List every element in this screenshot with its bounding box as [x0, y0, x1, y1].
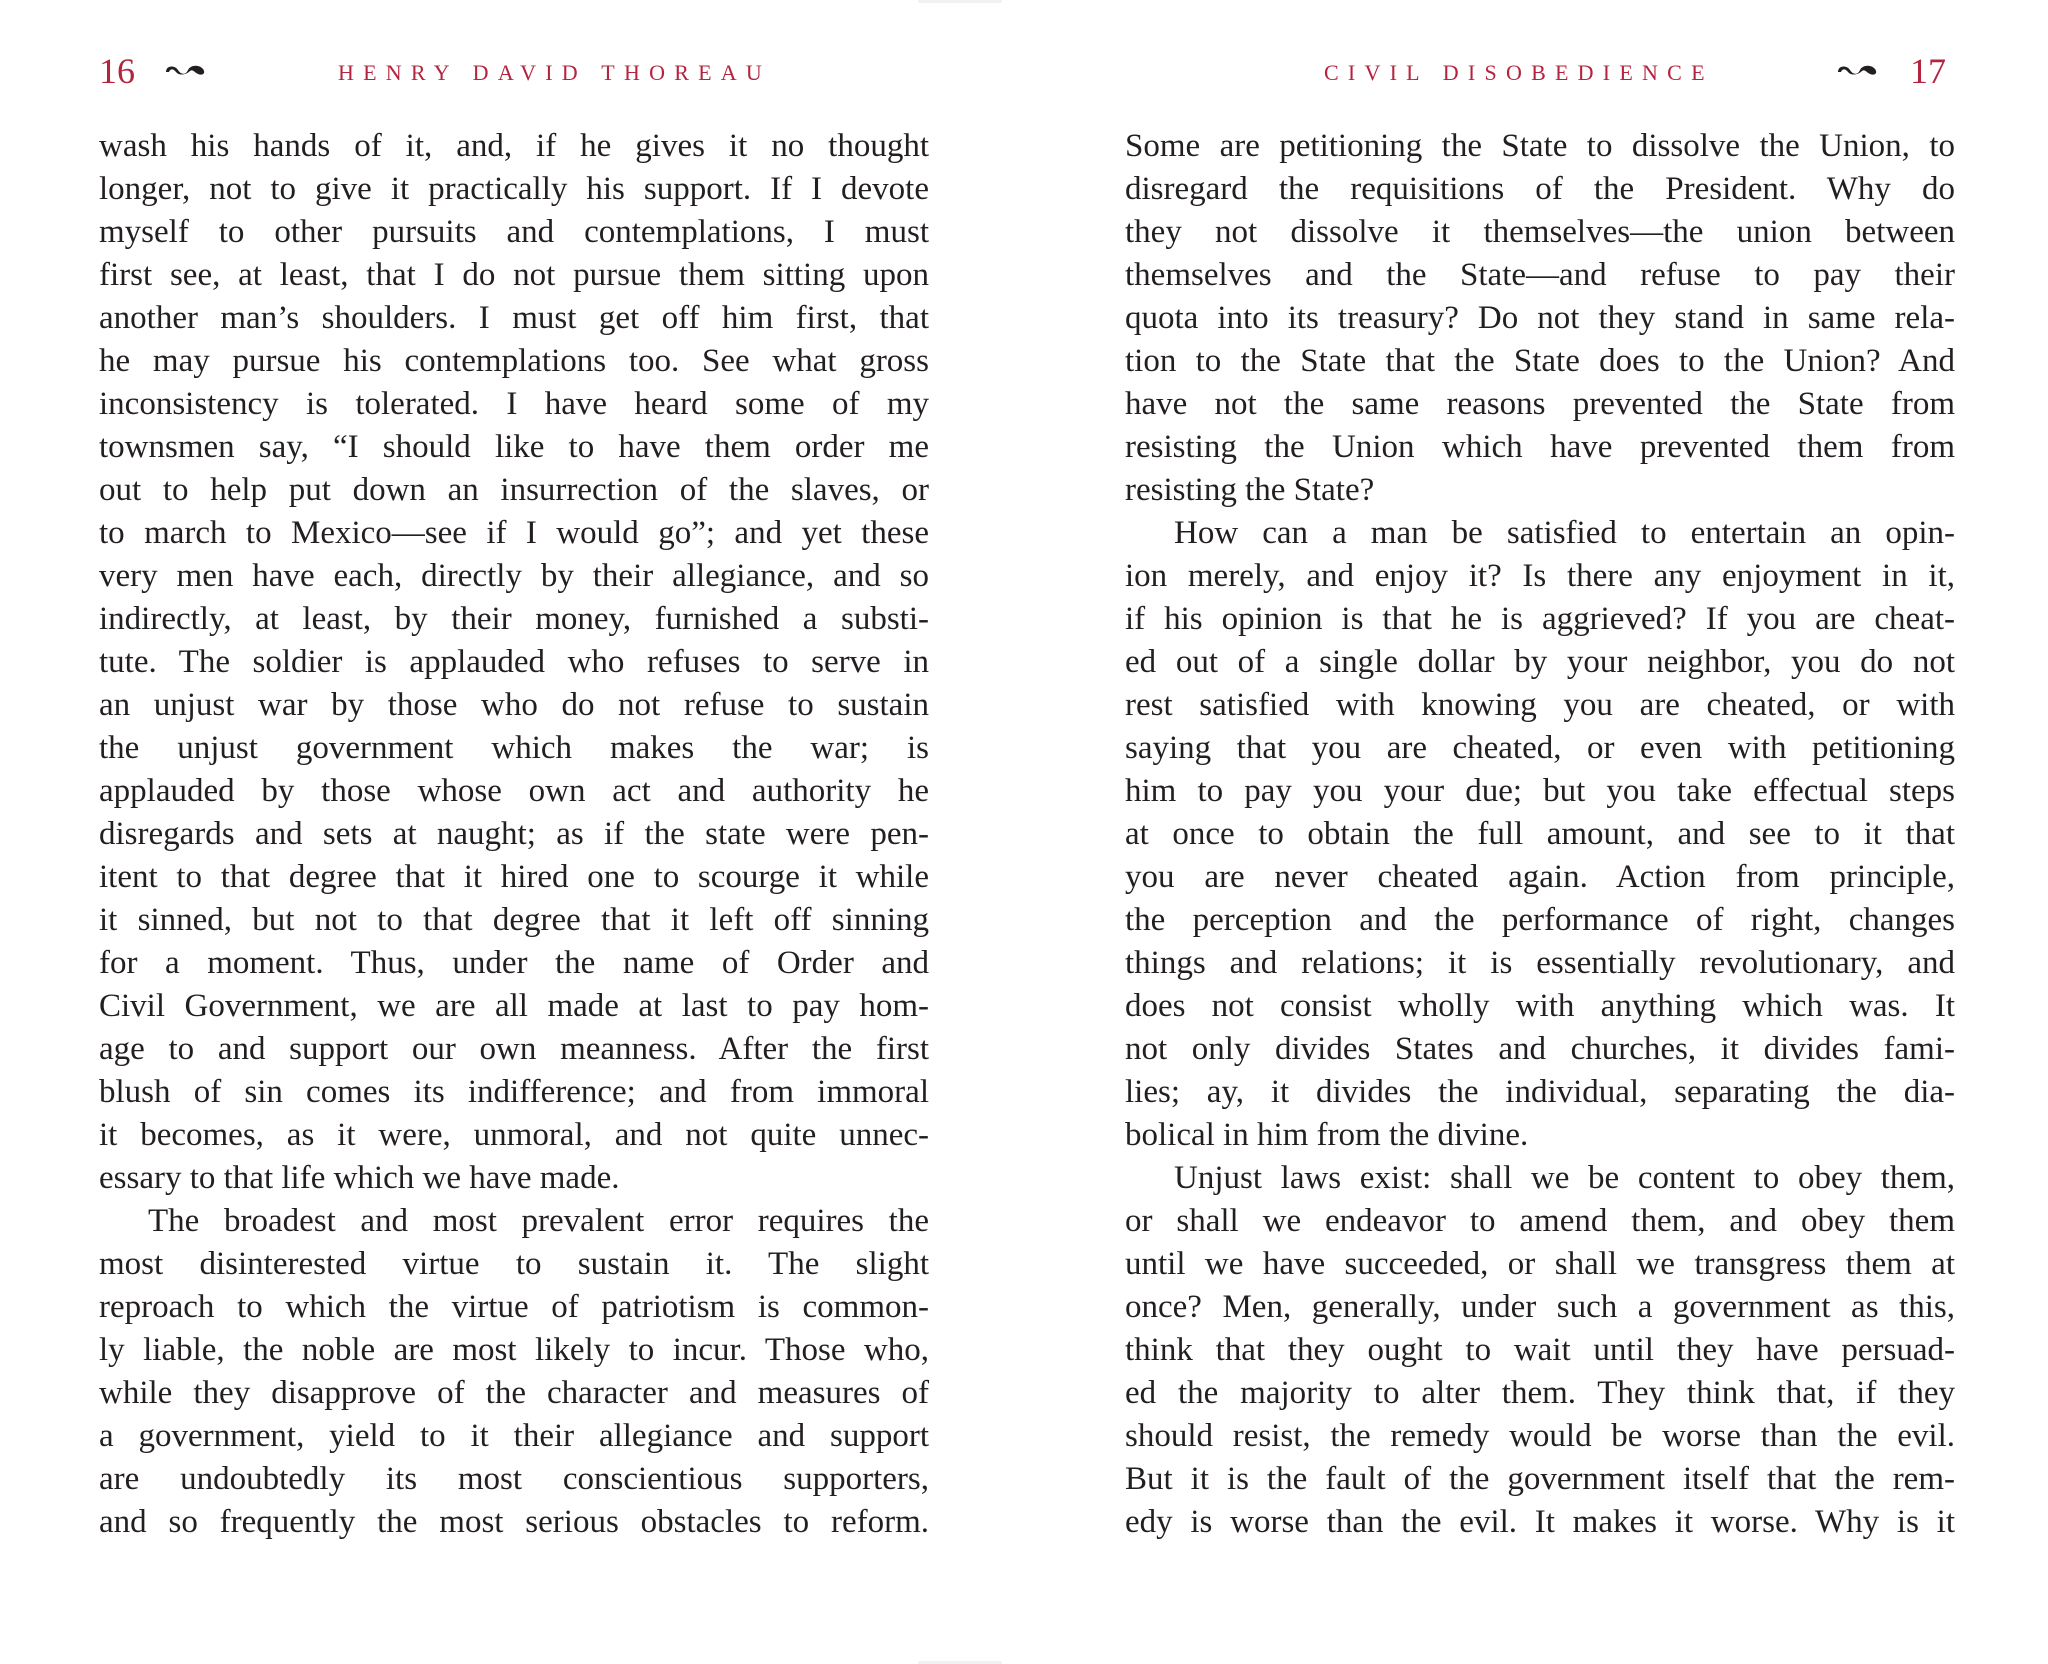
text-line: But it is the fault of the government itself that the rem-: [1125, 1461, 1955, 1497]
text-line: ed out of a single dollar by your neighbor, you do not: [1125, 644, 1955, 680]
text-line: townsmen say, “I should like to have them order me: [99, 429, 929, 465]
text-line: very men have each, directly by their allegiance, and so: [99, 558, 929, 594]
text-line: Civil Government, we are all made at last to pay hom-: [99, 988, 929, 1024]
text-line: ly liable, the noble are most likely to incur. Those who,: [99, 1332, 929, 1368]
text-line: should resist, the remedy would be worse than the evil.: [1125, 1418, 1955, 1454]
text-line: Unjust laws exist: shall we be content to obey them,: [1174, 1160, 1955, 1196]
text-line: edy is worse than the evil. It makes it worse. Why is it: [1125, 1504, 1955, 1540]
text-line: to march to Mexico—see if I would go”; and yet these: [99, 515, 929, 551]
text-line: first see, at least, that I do not pursue them sitting upon: [99, 257, 929, 293]
text-line: quota into its treasury? Do not they stand in same rela-: [1125, 300, 1955, 336]
text-line: have not the same reasons prevented the State from: [1125, 386, 1955, 422]
text-line: ed the majority to alter them. They think that, if they: [1125, 1375, 1955, 1411]
text-line: blush of sin comes its indifference; and from immoral: [99, 1074, 929, 1110]
text-line: and so frequently the most serious obstacles to reform.: [99, 1504, 929, 1540]
text-line: him to pay you your due; but you take effectual steps: [1125, 773, 1955, 809]
text-line: another man’s shoulders. I must get off him first, that: [99, 300, 929, 336]
text-line: he may pursue his contemplations too. See what gross: [99, 343, 929, 379]
text-line: resisting the State?: [1125, 472, 1375, 508]
text-line: myself to other pursuits and contemplations, I must: [99, 214, 929, 250]
text-line: most disinterested virtue to sustain it. The slight: [99, 1246, 929, 1282]
text-line: essary to that life which we have made.: [99, 1160, 620, 1196]
text-line: think that they ought to wait until they have persuad-: [1125, 1332, 1955, 1368]
text-line: things and relations; it is essentially revolutionary, and: [1125, 945, 1955, 981]
text-line: rest satisfied with knowing you are cheated, or with: [1125, 687, 1955, 723]
text-line: inconsistency is tolerated. I have heard some of my: [99, 386, 929, 422]
text-line: does not consist wholly with anything which was. It: [1125, 988, 1955, 1024]
text-line: ion merely, and enjoy it? Is there any enjoyment in it,: [1125, 558, 1955, 594]
text-line: they not dissolve it themselves—the union between: [1125, 214, 1955, 250]
text-line: age to and support our own meanness. After the first: [99, 1031, 929, 1067]
text-line: a government, yield to it their allegiance and support: [99, 1418, 929, 1454]
text-line: tion to the State that the State does to the Union? And: [1125, 343, 1955, 379]
text-line: resisting the Union which have prevented them from: [1125, 429, 1955, 465]
text-line: until we have succeeded, or shall we transgress them at: [1125, 1246, 1955, 1282]
text-line: applauded by those whose own act and authority he: [99, 773, 929, 809]
text-line: indirectly, at least, by their money, furnished a substi-: [99, 601, 929, 637]
text-line: reproach to which the virtue of patriotism is common-: [99, 1289, 929, 1325]
text-line: itent to that degree that it hired one to scourge it while: [99, 859, 929, 895]
right-page-header: [1024, 46, 2048, 96]
text-line: once? Men, generally, under such a government as this,: [1125, 1289, 1955, 1325]
fleuron-ornament-icon: [163, 60, 207, 80]
text-line: for a moment. Thus, under the name of Order and: [99, 945, 929, 981]
text-line: or shall we endeavor to amend them, and obey them: [1125, 1203, 1955, 1239]
text-line: an unjust war by those who do not refuse to sustain: [99, 687, 929, 723]
text-line: the perception and the performance of right, changes: [1125, 902, 1955, 938]
text-line: How can a man be satisfied to entertain an opin-: [1174, 515, 1955, 551]
page-number: 17: [1910, 51, 1946, 91]
right-page-body: [1125, 125, 1955, 1544]
text-line: are undoubtedly its most conscientious supporters,: [99, 1461, 929, 1497]
text-line: themselves and the State—and refuse to pay their: [1125, 257, 1955, 293]
text-line: at once to obtain the full amount, and see to it that: [1125, 816, 1955, 852]
text-line: saying that you are cheated, or even with petitioning: [1125, 730, 1955, 766]
text-line: The broadest and most prevalent error requires the: [148, 1203, 929, 1239]
fleuron-ornament-icon: [1835, 60, 1879, 80]
text-line: not only divides States and churches, it divides fami-: [1125, 1031, 1955, 1067]
text-line: longer, not to give it practically his support. If I devote: [99, 171, 929, 207]
text-line: the unjust government which makes the war; is: [99, 730, 929, 766]
running-head-title: CIVIL DISOBEDIENCE: [1324, 60, 1714, 85]
text-line: out to help put down an insurrection of the slaves, or: [99, 472, 929, 508]
page-number: 16: [99, 51, 135, 91]
right-page: [1024, 0, 2048, 1664]
text-line: disregards and sets at naught; as if the state were pen-: [99, 816, 929, 852]
text-line: lies; ay, it divides the individual, separating the dia-: [1125, 1074, 1955, 1110]
left-page-body: [99, 125, 929, 1544]
text-line: disregard the requisitions of the President. Why do: [1125, 171, 1955, 207]
text-line: Some are petitioning the State to dissolve the Union, to: [1125, 128, 1955, 164]
text-line: tute. The soldier is applauded who refuses to serve in: [99, 644, 929, 680]
text-line: bolical in him from the divine.: [1125, 1117, 1529, 1153]
text-line: it sinned, but not to that degree that it left off sinning: [99, 902, 929, 938]
text-line: you are never cheated again. Action from principle,: [1125, 859, 1955, 895]
running-head-author: HENRY DAVID THOREAU: [338, 60, 772, 85]
text-line: it becomes, as it were, unmoral, and not quite unnec-: [99, 1117, 929, 1153]
text-line: if his opinion is that he is aggrieved? If you are cheat-: [1125, 601, 1955, 637]
text-line: while they disapprove of the character and measures of: [99, 1375, 929, 1411]
text-line: wash his hands of it, and, if he gives it no thought: [99, 128, 929, 164]
left-page-header: [0, 46, 1024, 96]
